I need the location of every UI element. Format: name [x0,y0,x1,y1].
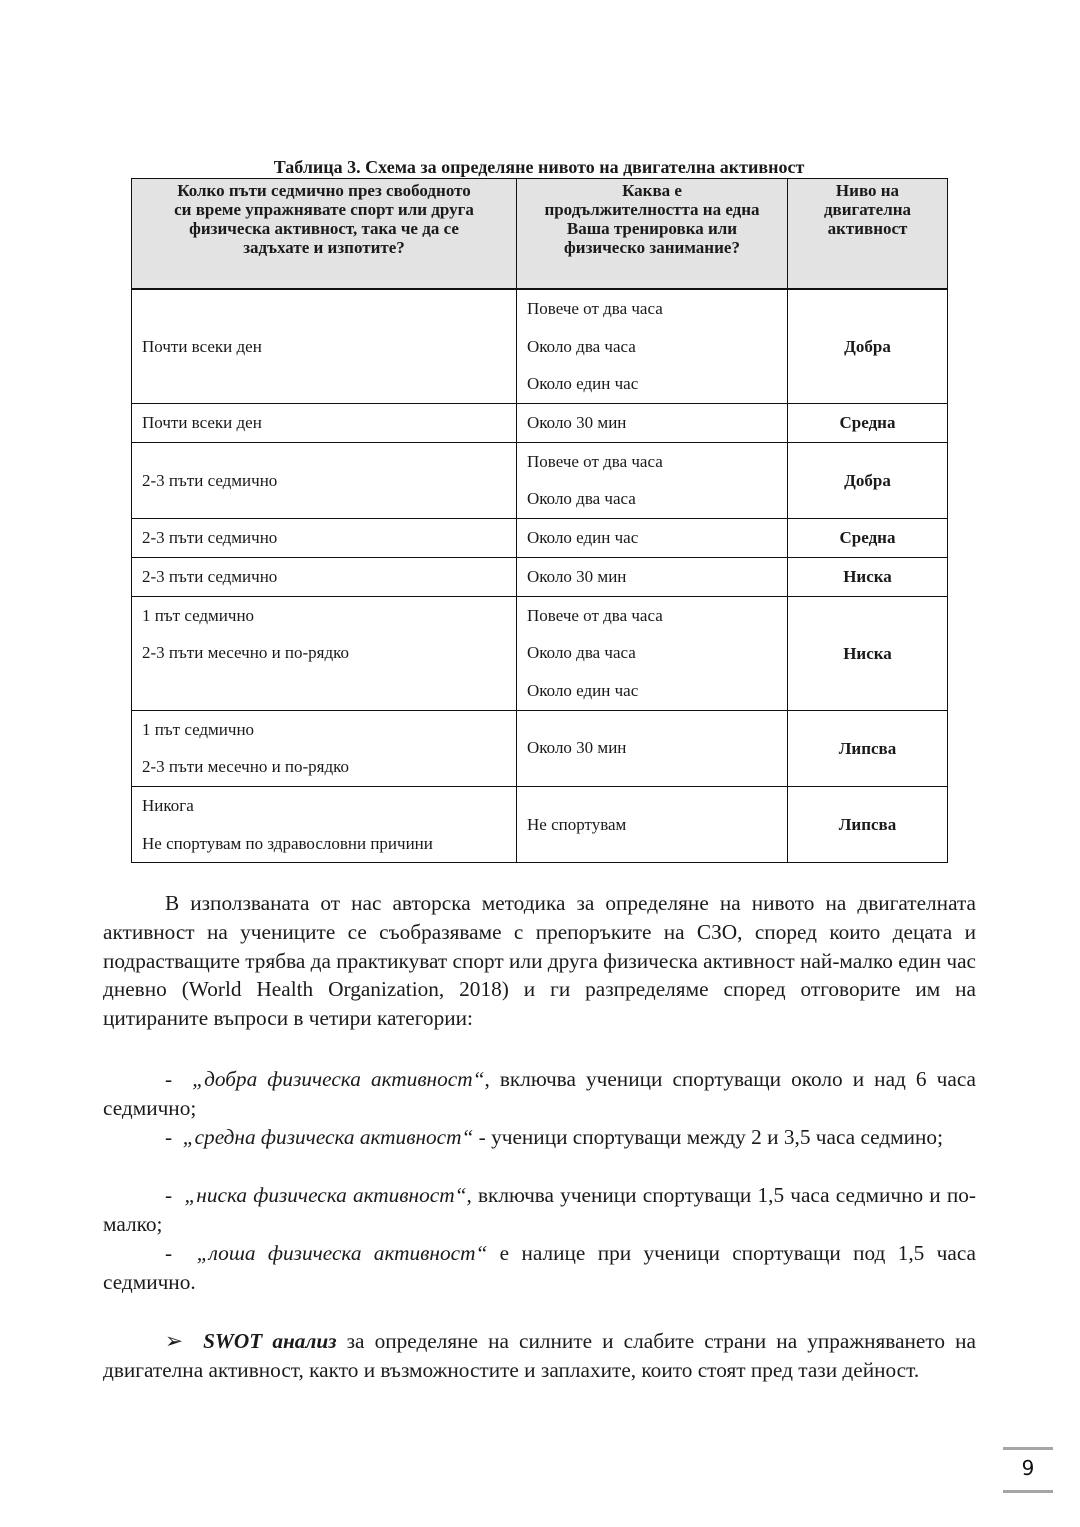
table-body [132,289,948,863]
table-row [132,519,948,558]
frequency-cell [132,289,517,404]
category-description: е налице при ученици спортуващи под 1,5 часа седмично. [103,1241,976,1294]
duration-cell [517,786,788,862]
table-caption: Таблица 3. Схема за определяне нивото на двигателна активност [273,157,805,177]
duration-option: Около 30 мин [527,738,627,758]
duration-option: Не спортувам [527,814,627,834]
category-item [103,1123,976,1152]
arrow-bullet-icon: ➢ [165,1329,183,1353]
duration-option: Около един час [527,680,639,700]
duration-option: Около един час [527,528,639,548]
duration-option: Около два часа [527,336,636,356]
table-row [132,786,948,862]
category-term: „лоша физическа активност“ [196,1241,488,1265]
category-item [103,1181,976,1239]
category-dash: - [165,1067,173,1091]
page-number: 9 [1021,1456,1035,1480]
header-line: активност [827,219,908,238]
table-row [132,710,948,786]
table-header-row [132,179,948,290]
duration-cell [517,289,788,404]
activity-level-cell: Добра [788,442,948,518]
activity-level-cell: Добра [788,289,948,404]
frequency-option: 2-3 пъти седмично [142,566,278,586]
header-line: двигателна [823,200,912,219]
duration-cell [517,519,788,558]
header-line: Каква е [622,181,682,200]
activity-level-cell: Средна [788,519,948,558]
table-row [132,596,948,710]
category-item [103,1065,976,1123]
duration-option: Около 30 мин [527,566,627,586]
header-line: физическа активност, така че да се [189,219,459,238]
frequency-cell [132,404,517,443]
swot-term: SWOT анализ [203,1329,337,1353]
category-term: „добра физическа активност“ [192,1067,485,1091]
duration-cell [517,596,788,710]
duration-option: Около два часа [527,489,636,509]
frequency-option: 2-3 пъти месечно и по-рядко [142,643,350,663]
intro-paragraph: В използваната от нас авторска методика за определяне на нивото на двигателната активност на учениците се съобразяваме с препоръките на СЗО, според които децата и подрастващите трябва да практикуват спорт или друга физическа активност най-малко един час дневно (World Health Organization, 2018) и ги разпределяме според отговорите им на цитираните въпроси в четири категории: [103,891,976,1031]
frequency-option: 1 път седмично [142,605,255,625]
frequency-cell [132,557,517,596]
swot-paragraph [103,1327,976,1385]
frequency-cell [132,786,517,862]
header-line: задъхате и изпотите? [243,238,405,257]
activity-level-cell: Ниска [788,557,948,596]
table-row [132,289,948,404]
category-description: , включва ученици спортуващи около и над 6 часа седмично; [103,1067,976,1120]
duration-cell [517,710,788,786]
frequency-option: Никога [142,795,194,815]
duration-option: Около един час [527,374,639,394]
table-row [132,404,948,443]
header-line: продължителността на една [544,200,760,219]
duration-option: Около два часа [527,643,636,663]
page-number-box [1003,1447,1053,1493]
frequency-option: 2-3 пъти месечно и по-рядко [142,757,350,777]
activity-level-cell: Ниска [788,596,948,710]
page-number-top-rule [1003,1447,1053,1450]
duration-option: Повече от два часа [527,451,663,471]
activity-level-cell: Липсва [788,786,948,862]
frequency-cell [132,519,517,558]
frequency-option: 1 път седмично [142,719,255,739]
frequency-option: Не спортувам по здравословни причини [142,833,433,853]
category-term: „средна физическа активност“ [182,1125,474,1149]
frequency-cell [132,442,517,518]
category-dash: - [165,1241,173,1265]
page-number-bottom-rule [1003,1490,1053,1493]
header-frequency [132,179,517,290]
duration-option: Повече от два часа [527,605,663,625]
table-row [132,557,948,596]
category-description: , включва ученици спортуващи 1,5 часа седмично и по-малко; [103,1183,976,1236]
table-row [132,442,948,518]
header-line: си време упражнявате спорт или друга [174,200,474,219]
duration-option: Повече от два часа [527,299,663,318]
header-level [788,179,948,290]
category-dash: - [165,1183,173,1207]
category-dash: - [165,1125,173,1149]
header-line: Ниво на [835,181,900,200]
header-line: физическо занимание? [564,238,740,257]
frequency-cell [132,596,517,710]
header-line: Ваша тренировка или [566,219,738,238]
frequency-option: Почти всеки ден [142,413,262,433]
activity-level-cell: Липсва [788,710,948,786]
header-duration [517,179,788,290]
frequency-cell [132,710,517,786]
activity-scheme-table [131,178,948,863]
swot-text: за определяне на силните и слабите страни на упражняването на двигателна активност, както и възможностите и заплахите, които стоят пред тази дейност. [103,1329,976,1382]
duration-option: Около 30 мин [527,413,627,433]
duration-cell [517,442,788,518]
frequency-option: 2-3 пъти седмично [142,528,278,548]
category-item [103,1239,976,1297]
frequency-option: Почти всеки ден [142,336,262,356]
frequency-option: 2-3 пъти седмично [142,470,278,490]
category-description: - ученици спортуващи между 2 и 3,5 часа седмино; [473,1125,943,1149]
category-term: „ниска физическа активност“ [184,1183,467,1207]
header-line: Колко пъти седмично през свободното [177,181,471,200]
activity-level-cell: Средна [788,404,948,443]
duration-cell [517,404,788,443]
duration-cell [517,557,788,596]
